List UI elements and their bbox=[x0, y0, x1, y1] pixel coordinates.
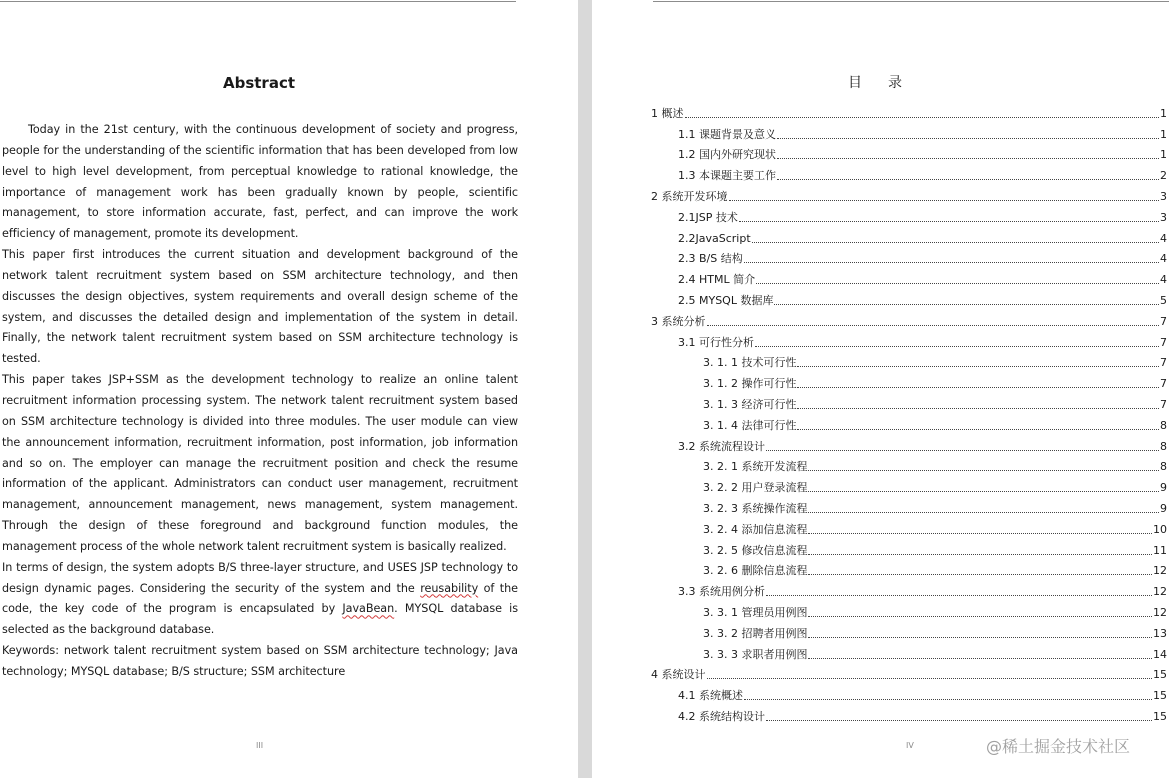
toc-entry-label: 2.3 B/S 结构 bbox=[678, 252, 743, 266]
toc-dot-leader bbox=[797, 408, 1159, 409]
toc-entry-page: 15 bbox=[1153, 689, 1167, 703]
toc-entry-page: 7 bbox=[1160, 356, 1167, 370]
toc-dot-leader bbox=[777, 158, 1159, 159]
toc-entry[interactable] bbox=[592, 599, 1169, 620]
toc-entry[interactable] bbox=[592, 516, 1169, 537]
toc-dot-leader bbox=[739, 221, 1159, 222]
toc-dot-leader bbox=[755, 346, 1159, 347]
toc-entry[interactable] bbox=[592, 391, 1169, 412]
toc-entry-label: 3. 2. 6 删除信息流程 bbox=[703, 564, 808, 578]
spellcheck-word-reusability: reusability bbox=[420, 581, 479, 595]
toc-entry-label: 3.2 系统流程设计 bbox=[678, 439, 765, 453]
toc-entry-page: 7 bbox=[1160, 335, 1167, 349]
toc-entry[interactable] bbox=[592, 308, 1169, 329]
toc-entry-label: 3. 2. 1 系统开发流程 bbox=[703, 460, 808, 474]
toc-dot-leader bbox=[707, 325, 1160, 326]
toc-dot-leader bbox=[808, 616, 1152, 617]
spellcheck-word-javabean: JavaBean bbox=[342, 602, 395, 616]
toc-entry-label: 3. 1. 2 操作可行性 bbox=[703, 377, 797, 391]
toc-dot-leader bbox=[744, 699, 1152, 700]
toc-dot-leader bbox=[766, 595, 1152, 596]
toc-entry-page: 8 bbox=[1160, 439, 1167, 453]
toc-entry[interactable] bbox=[592, 433, 1169, 454]
toc-entry-label: 4.1 系统概述 bbox=[678, 689, 743, 703]
toc-entry-label: 3. 2. 2 用户登录流程 bbox=[703, 481, 808, 495]
toc-entry-label: 3 系统分析 bbox=[651, 314, 706, 328]
toc-entry-label: 3. 3. 3 求职者用例图 bbox=[703, 647, 808, 661]
paragraph-4-part-a: In terms of design, the system adopts B/S three-layer structure, and USES JSP technology to design dynamic pages. Considering the security of the system and the bbox=[2, 560, 518, 595]
toc-dot-leader bbox=[744, 262, 1159, 263]
toc-dot-leader bbox=[707, 678, 1153, 679]
toc-entry[interactable] bbox=[592, 162, 1169, 183]
toc-entry-page: 4 bbox=[1160, 273, 1167, 287]
toc-dot-leader bbox=[808, 491, 1159, 492]
toc-entry-page: 7 bbox=[1160, 314, 1167, 328]
page-gutter bbox=[578, 0, 592, 778]
abstract-page bbox=[0, 0, 578, 778]
toc-entry-label: 2.2JavaScript bbox=[678, 231, 751, 245]
toc-entry-page: 1 bbox=[1160, 127, 1167, 141]
toc-dot-leader bbox=[808, 470, 1159, 471]
toc-entry[interactable] bbox=[592, 641, 1169, 662]
toc-dot-leader bbox=[766, 720, 1152, 721]
toc-dot-leader bbox=[777, 179, 1159, 180]
toc-entry-page: 7 bbox=[1160, 397, 1167, 411]
toc-entry-label: 3. 2. 5 修改信息流程 bbox=[703, 543, 808, 557]
toc-entry-page: 10 bbox=[1153, 522, 1167, 536]
abstract-keywords: Keywords: network talent recruitment system based on SSM architecture technology; Java technology; MYSQL database; B/S structure; SSM architecture bbox=[2, 644, 518, 678]
toc-entry[interactable] bbox=[592, 246, 1169, 267]
toc-entry-label: 4 系统设计 bbox=[651, 668, 706, 682]
toc-entry-page: 9 bbox=[1160, 481, 1167, 495]
paragraph-4-part-c: of the code, the key code of the program is encapsulated by bbox=[2, 581, 519, 616]
toc-entry[interactable] bbox=[592, 495, 1169, 516]
toc-dot-leader bbox=[685, 117, 1160, 118]
toc-entry[interactable] bbox=[592, 537, 1169, 558]
toc-entry[interactable] bbox=[592, 703, 1169, 724]
page-top-rule bbox=[0, 1, 516, 2]
toc-entry[interactable] bbox=[592, 183, 1169, 204]
toc-entry[interactable] bbox=[592, 100, 1169, 121]
toc-entry-label: 2.5 MYSQL 数据库 bbox=[678, 293, 774, 307]
toc-entry-label: 3. 3. 1 管理员用例图 bbox=[703, 605, 808, 619]
paragraph-4-part-e: . MYSQL database is selected as the background database. bbox=[2, 602, 519, 637]
toc-entry[interactable] bbox=[592, 370, 1169, 391]
toc-entry[interactable] bbox=[592, 454, 1169, 475]
toc-entry[interactable] bbox=[592, 412, 1169, 433]
toc-entry[interactable] bbox=[592, 662, 1169, 683]
toc-dot-leader bbox=[797, 429, 1159, 430]
toc-entry-label: 1.1 课题背景及意义 bbox=[678, 127, 776, 141]
toc-entry-label: 4.2 系统结构设计 bbox=[678, 709, 765, 723]
toc-dot-leader bbox=[808, 658, 1152, 659]
toc-entry[interactable] bbox=[592, 350, 1169, 371]
toc-entry[interactable] bbox=[592, 225, 1169, 246]
toc-entry[interactable] bbox=[592, 121, 1169, 142]
toc-entry-label: 3.1 可行性分析 bbox=[678, 335, 754, 349]
toc-entry-page: 5 bbox=[1160, 293, 1167, 307]
toc-entry-label: 2 系统开发环境 bbox=[651, 189, 728, 203]
toc-entry-label: 3. 1. 4 法律可行性 bbox=[703, 418, 797, 432]
abstract-paragraph-3: This paper takes JSP+SSM as the development technology to realize an online talent recruitment information processing system. The network talent recruitment system based on SSM architecture technology is divided into three modules. The user module can view the announcement information, recruitment information, post information, job information and so on. The employer can manage the recruitment position and check the resume information of the applicant. Administrators can conduct user management, recruitment management, announcement management, news management, system management. Through the design of these foreground and background function modules, the management process of the whole network talent recruitment system is basically realized. bbox=[2, 373, 518, 553]
toc-page bbox=[592, 0, 1169, 778]
abstract-body bbox=[2, 120, 518, 683]
toc-entry[interactable] bbox=[592, 558, 1169, 579]
toc-entry-page: 14 bbox=[1153, 647, 1167, 661]
toc-entry-label: 3. 2. 4 添加信息流程 bbox=[703, 522, 808, 536]
toc-dot-leader bbox=[808, 574, 1152, 575]
toc-entry-page: 12 bbox=[1153, 605, 1167, 619]
toc-entry-label: 1 概述 bbox=[651, 106, 684, 120]
toc-entry[interactable] bbox=[592, 142, 1169, 163]
toc-dot-leader bbox=[752, 242, 1159, 243]
abstract-paragraph-1: Today in the 21st century, with the continuous development of society and progress, people for the understanding of the scientific information that has been developed from low level to high level development, from perceptual knowledge to rational knowledge, the importance of management work has been gradually known by people, scientific management, to store information accurate, fast, perfect, and can improve the work efficiency of management, promote its development. bbox=[2, 123, 518, 241]
toc-dot-leader bbox=[729, 200, 1160, 201]
toc-entry-page: 8 bbox=[1160, 460, 1167, 474]
toc-list bbox=[592, 100, 1169, 724]
toc-entry-page: 3 bbox=[1160, 210, 1167, 224]
toc-entry-page: 7 bbox=[1160, 377, 1167, 391]
toc-entry-label: 3. 2. 3 系统操作流程 bbox=[703, 501, 808, 515]
toc-entry-label: 3. 1. 3 经济可行性 bbox=[703, 397, 797, 411]
toc-dot-leader bbox=[766, 450, 1159, 451]
toc-entry-page: 2 bbox=[1160, 169, 1167, 183]
toc-entry-page: 3 bbox=[1160, 189, 1167, 203]
toc-entry-page: 15 bbox=[1153, 709, 1167, 723]
toc-entry[interactable] bbox=[592, 329, 1169, 350]
watermark: @稀土掘金技术社区 bbox=[986, 737, 1131, 756]
toc-entry-page: 11 bbox=[1153, 543, 1167, 557]
page-number: IV bbox=[906, 741, 914, 750]
toc-entry-page: 1 bbox=[1160, 148, 1167, 162]
toc-entry[interactable] bbox=[592, 682, 1169, 703]
toc-entry-label: 2.4 HTML 简介 bbox=[678, 273, 756, 287]
toc-entry-page: 13 bbox=[1153, 626, 1167, 640]
toc-entry-page: 9 bbox=[1160, 501, 1167, 515]
toc-entry-page: 12 bbox=[1153, 564, 1167, 578]
toc-entry-label: 1.3 本课题主要工作 bbox=[678, 169, 776, 183]
toc-dot-leader bbox=[808, 533, 1152, 534]
toc-entry-label: 3. 3. 2 招聘者用例图 bbox=[703, 626, 808, 640]
toc-dot-leader bbox=[808, 637, 1152, 638]
toc-title: 目录 bbox=[848, 75, 928, 91]
toc-entry[interactable] bbox=[592, 204, 1169, 225]
toc-entry-page: 4 bbox=[1160, 231, 1167, 245]
toc-entry-page: 15 bbox=[1153, 668, 1167, 682]
toc-entry-label: 1.2 国内外研究现状 bbox=[678, 148, 776, 162]
toc-dot-leader bbox=[808, 554, 1152, 555]
toc-entry-page: 8 bbox=[1160, 418, 1167, 432]
page-number: III bbox=[256, 741, 264, 750]
toc-entry[interactable] bbox=[592, 474, 1169, 495]
toc-entry[interactable] bbox=[592, 266, 1169, 287]
abstract-paragraph-4 bbox=[2, 558, 518, 641]
abstract-title: Abstract bbox=[222, 74, 296, 92]
toc-dot-leader bbox=[777, 138, 1159, 139]
toc-dot-leader bbox=[808, 512, 1159, 513]
toc-dot-leader bbox=[797, 387, 1159, 388]
toc-entry[interactable] bbox=[592, 620, 1169, 641]
toc-dot-leader bbox=[774, 304, 1159, 305]
toc-entry[interactable] bbox=[592, 287, 1169, 308]
toc-entry[interactable] bbox=[592, 578, 1169, 599]
toc-entry-label: 3. 1. 1 技术可行性 bbox=[703, 356, 797, 370]
page-top-rule bbox=[653, 1, 1169, 2]
toc-entry-label: 2.1JSP 技术 bbox=[678, 210, 738, 224]
toc-entry-page: 4 bbox=[1160, 252, 1167, 266]
abstract-paragraph-2: This paper first introduces the current situation and development background of the network talent recruitment system based on SSM architecture technology, and then discusses the design objectives, system requirements and overall design scheme of the system, and discusses the detailed design and implementation of the system in detail. Finally, the network talent recruitment system based on SSM architecture technology is tested. bbox=[2, 248, 518, 366]
toc-entry-label: 3.3 系统用例分析 bbox=[678, 585, 765, 599]
toc-entry-page: 12 bbox=[1153, 585, 1167, 599]
toc-dot-leader bbox=[797, 366, 1159, 367]
toc-entry-page: 1 bbox=[1160, 106, 1167, 120]
toc-dot-leader bbox=[756, 283, 1159, 284]
